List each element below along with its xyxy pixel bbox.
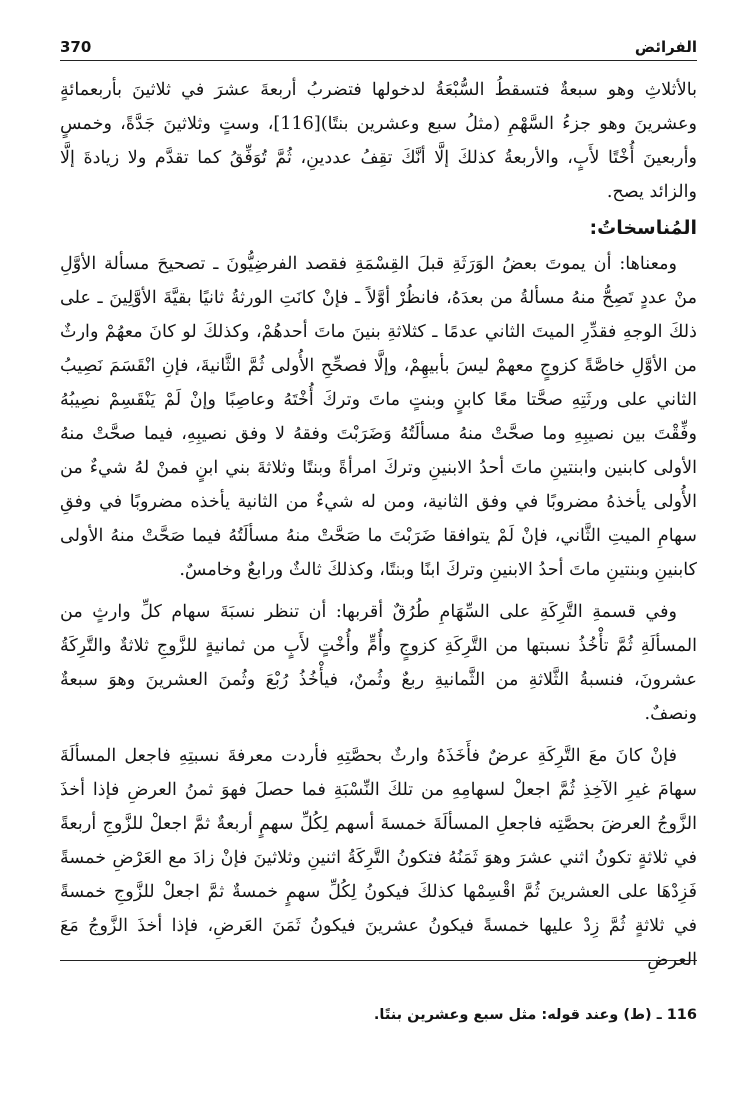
- page-number: 370: [60, 38, 92, 56]
- page-header: [60, 30, 697, 61]
- footnote: 116 ـ (ط) وعند قوله: مثل سبع وعشرين بنتًا.: [373, 1007, 697, 1023]
- paragraph-4: فإنْ كانَ معَ التَّرِكَةِ عرضٌ فأَخَذَهُ وارثٌ بحصَّتِهِ فأردت معرفةَ نسبتِهِ فاجعل المسألَةَ سهامَ غيرِ الآخِذِ ثُمَّ اجعلْ لسهامِهِ من تلكَ النِّسْبَةِ فما حصلَ فهوَ ثمنُ العرضِ فإذا أخذَ الزَّوجُ العرضَ بحصَّتِه فاجعلِ المسألَةَ خمسةَ أسهم لِكُلِّ سهمٍ أربعةٌ ثمَّ اجعلْ للزَّوجِ أربعةً في ثلاثةٍ تكونُ اثني عشرَ وهوَ ثَمَنُهُ فتكونُ التَّرِكَةُ اثنينِ وثلاثينَ فإنْ زادَ مع العَرْضِ خمسةً فَزِدْهَا على العشرينَ ثُمَّ اقْسِمْها كذلكَ فيكونُ لِكُلِّ سهمٍ خمسةٌ ثمَّ اجعلْ للزَّوجِ خمسةً في ثلاثةٍ ثُمَّ زِدْ عليها خمسةً فيكونُ عشرينَ فيكونُ ثَمَنَ العَرضِ، فإذا أخذَ الزَّوجُ مَعَ العرضِ: [60, 746, 697, 970]
- section-heading: المُناسخاتُ:: [589, 217, 697, 239]
- paragraph-1: بالأثلاثِ وهو سبعةٌ فتسقطُ السُّبْعَةُ لدخولها فتضربُ أربعةَ عشرَ في ثلاثينَ بأربعمائةٍ وعشرينَ وهو جزءُ السَّهْمِ (مثلُ سبع وعشرين بنتًا)[116]، وستٍ وثلاثينَ جَدَّةً، وخمسٍ وأربعينَ أُخْتًا لأَبٍ، والأربعةُ كذلكَ إلَّا أنَّكَ تقِفُ عددينِ، ثُمَّ تُوَفِّقُ كما تقدَّم ولا زيادةَ إلَّا والزائد يصح.: [60, 80, 697, 202]
- footnote-divider: [60, 960, 697, 961]
- running-title: الفرائض: [634, 38, 697, 56]
- paragraph-3: وفي قسمةِ التَّرِكَةِ على السِّهَامِ طُرُقٌ أقربها: أن تنظر نسبَةَ سهام كلِّ وارثٍ من المسألَةِ ثُمَّ تأْخُذُ نسبتها من التَّرِكَةِ كزوجٍ وأُمٍّ وأُخْتٍ لأَبٍ من ثمانيةٍ للزَّوجِ ثلاثةٌ والتَّرِكَةُ عشرونَ، فنسبةُ الثَّلاثةِ من الثَّمانيةِ ربعٌ وثُمنٌ، فيأْخُذُ رُبْعَ وثُمنَ العشرينَ وهوَ سبعةٌ ونصفٌ.: [60, 602, 697, 724]
- main-text: [60, 73, 697, 977]
- paragraph-2: ومعناها: أن يموتَ بعضُ الوَرَثَةِ قبلَ القِسْمَةِ فقصد الفرضِيُّونَ ـ تصحيحَ مسألة الأوَّلِ منْ عددٍ تَصِحُّ منهُ مسألةُ من بعدَهُ، فانظُرْ أوَّلاً ـ فإنْ كانَتِ الورثةُ ثانيًا بقيَّةَ الأوَّلِينَ ـ على ذلكَ الوجهِ فقدِّرِ الميتَ الثاني عدمًا ـ كثلاثةِ بنينَ ماتَ أحدهُمْ، وكذلكَ لو كانَ معهُمْ وارثٌ من الأوَّلِ خاصَّةً كزوجٍ معهمْ ليسَ بأبيهِمْ، وإلَّا فصحِّحِ الأُولى ثُمَّ الثَّانيةَ، فإنِ انْقَسَمَ نَصِيبُ الثاني على ورثَتِهِ صحَّتا معًا كابنٍ وبنتٍ ماتَ وتركَ أُخْتَهُ وعاصِبًا وإنْ لَمْ يَنْقَسِمْ نصِيبُهُ وفِّقْتَ بين نصيبِهِ وما صحَّتْ منهُ مسألَتُهُ وَضَرَبْتَ وفقهُ لا وفق نصيبِهِ، فيما صحَّتْ منهُ الأولى كابنين وابنتينِ ماتَ أحدُ الابنينِ وتركَ امرأةً وبنتًا وثلاثةَ بني ابنٍ فمنْ لهُ شيءٌ من الأُولى يأخذهُ مضروبًا في وفق الثانية، ومن له شيءٌ من الثانية يأخذه مضروبًا في وفقِ سهامِ الميتِ الثَّاني، فإنْ لَمْ يتوافقا ضَرَبْتَ ما صَحَّتْ منهُ مسألَتُهُ فيما صَحَّتْ منهُ الأولى كابنينِ وبنتينِ ماتَ أحدُ الابنينِ وتركَ ابنًا وبنتًا، وكذلكَ ثالثٌ ورابعٌ وخامسٌ.: [60, 254, 697, 580]
